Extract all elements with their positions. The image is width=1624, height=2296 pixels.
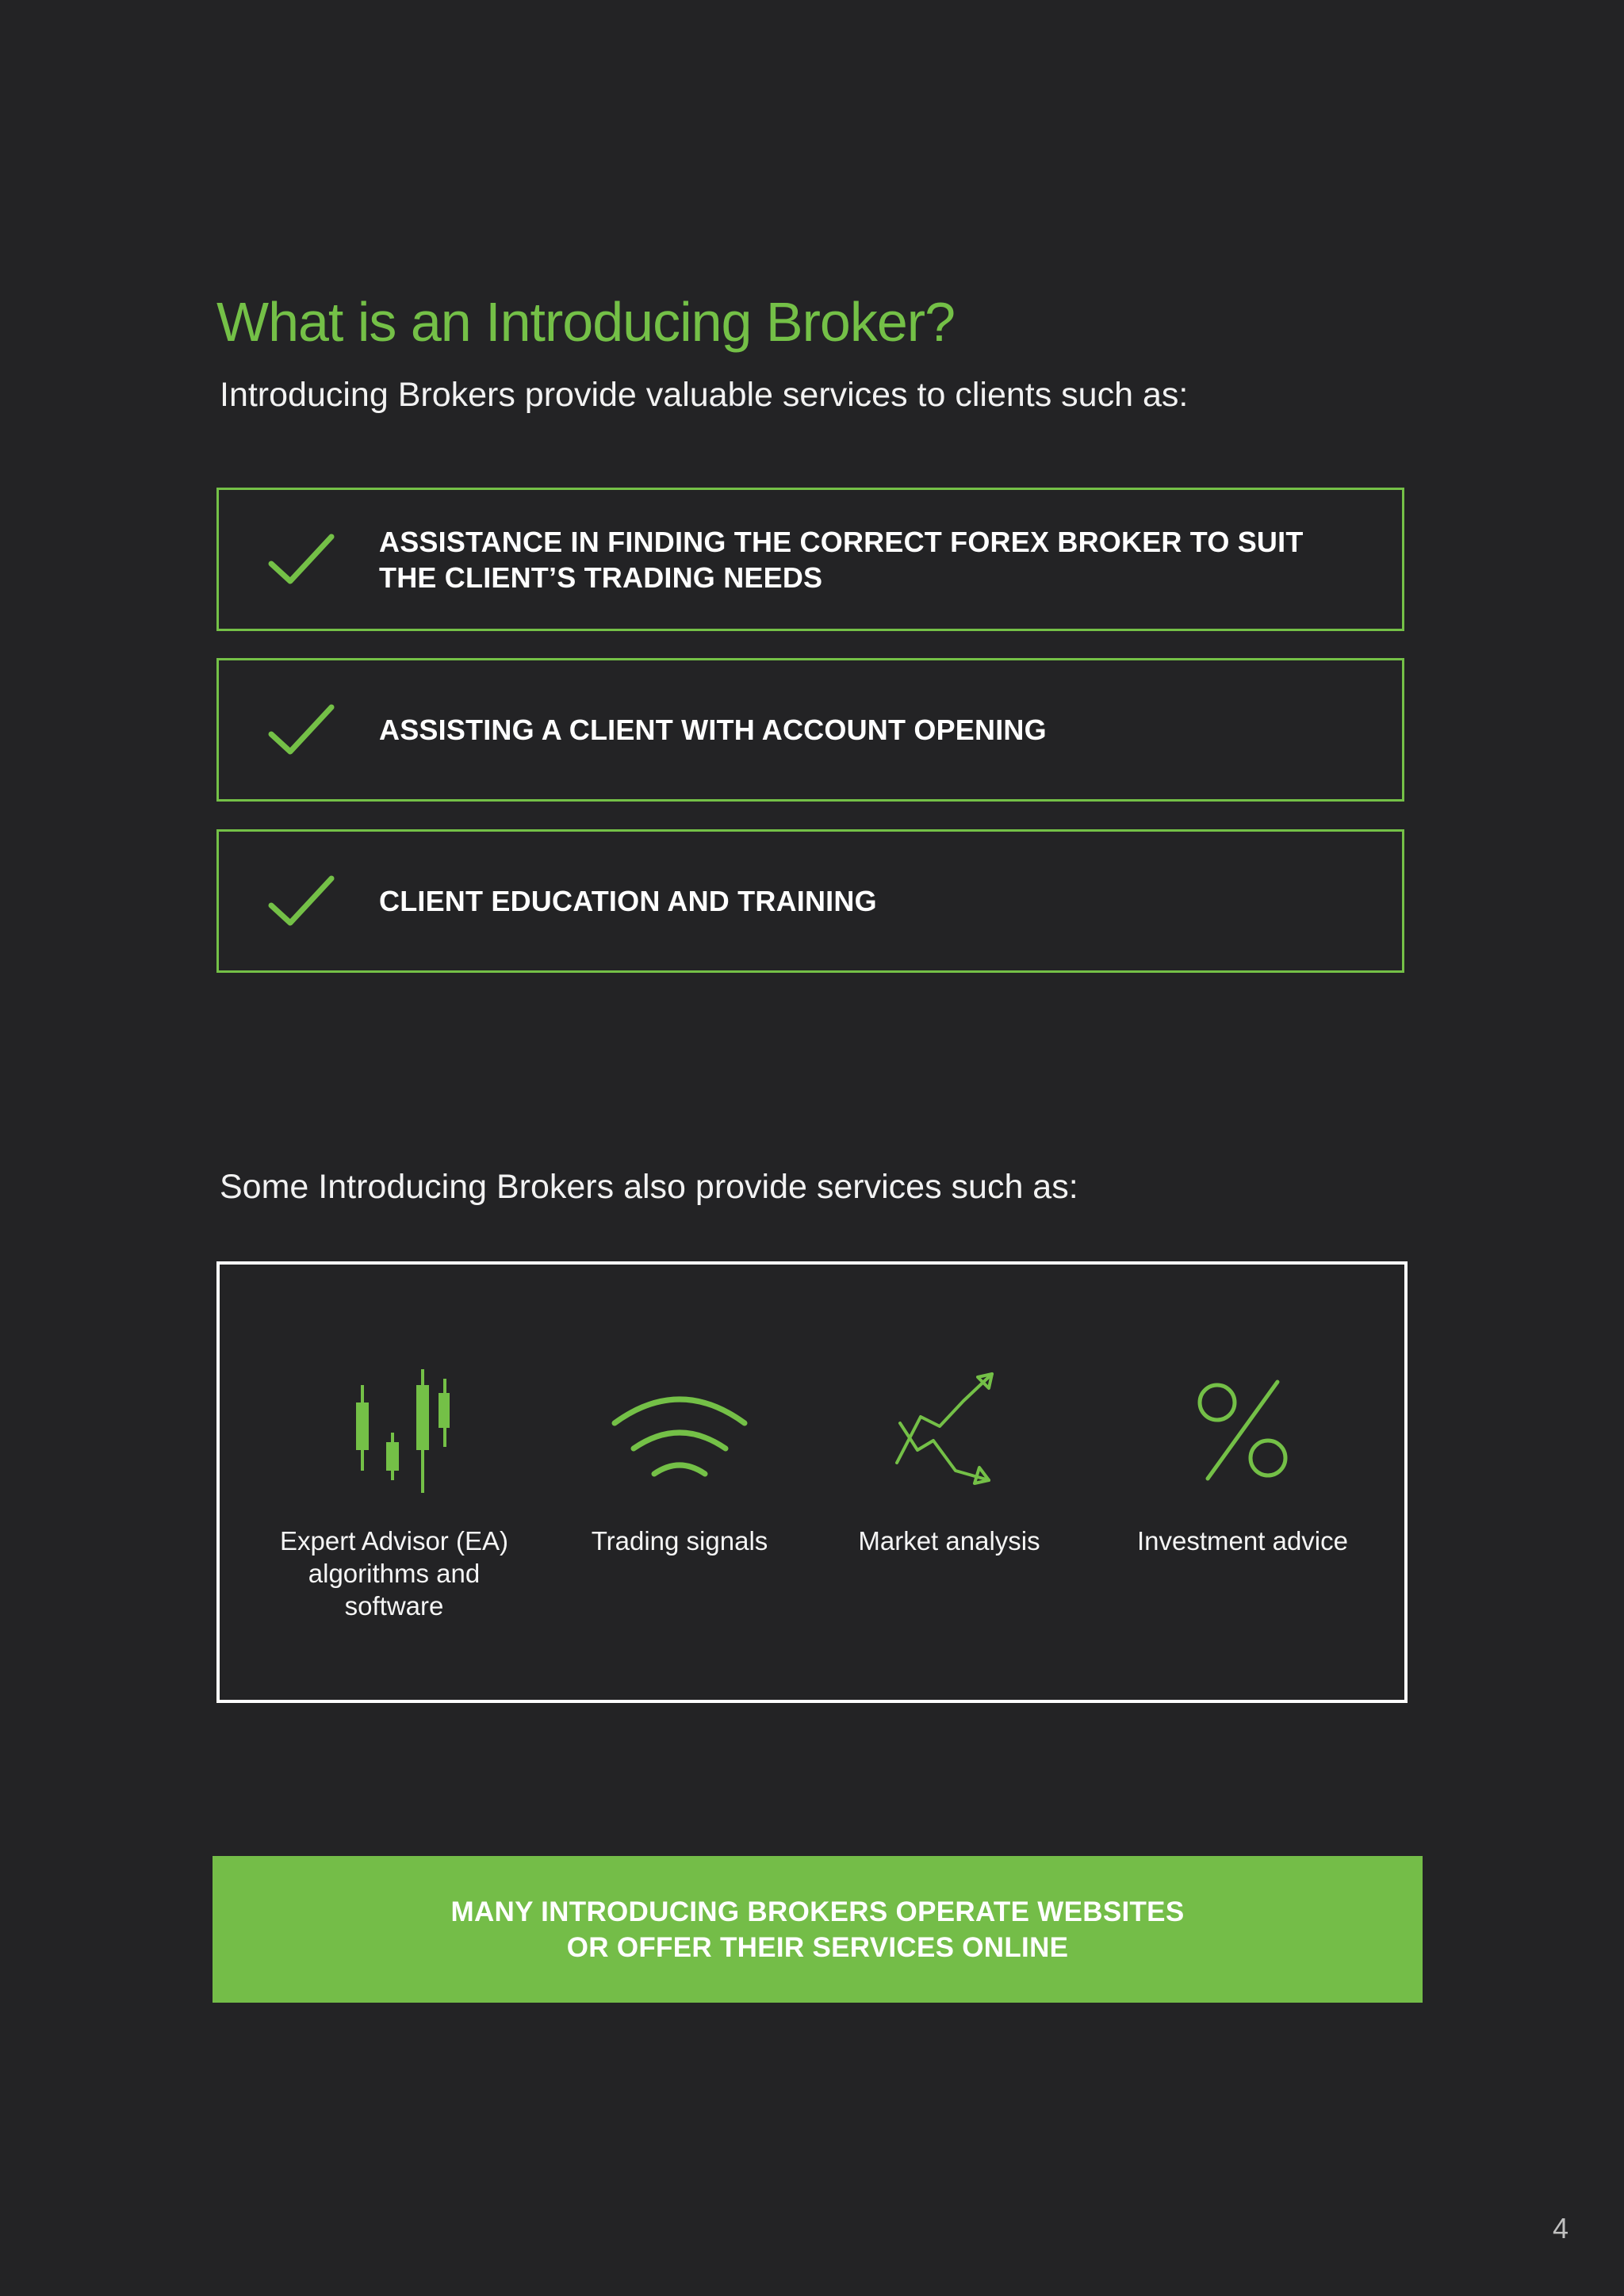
percent-icon	[1187, 1368, 1298, 1494]
additional-services-panel	[216, 1261, 1408, 1703]
banner-line-2: OR OFFER THEIR SERVICES ONLINE	[566, 1931, 1069, 1963]
extra-service-label: Market analysis	[858, 1526, 1040, 1556]
page-number: 4	[1552, 2212, 1568, 2244]
extra-service-ea	[259, 1368, 529, 1622]
extra-service-signals	[545, 1368, 814, 1557]
extra-service-label: Expert Advisor (EA) algorithms and software	[280, 1526, 508, 1621]
trend-arrows-icon	[894, 1368, 1005, 1494]
service-label: CLIENT EDUCATION AND TRAINING	[379, 885, 877, 917]
check-icon	[266, 702, 336, 758]
extra-service-label: Investment advice	[1137, 1526, 1348, 1556]
intro-text: Introducing Brokers provide valuable services to clients such as:	[220, 376, 1189, 414]
service-item-broker-search	[216, 488, 1404, 631]
service-item-education	[216, 829, 1404, 973]
extra-service-advice	[1108, 1368, 1377, 1557]
online-services-banner	[213, 1856, 1423, 2003]
page-title: What is an Introducing Broker?	[216, 291, 956, 353]
check-icon	[266, 874, 336, 929]
extra-service-label: Trading signals	[591, 1526, 768, 1556]
service-label: ASSISTANCE IN FINDING THE CORRECT FOREX BROKER TO SUIT THE CLIENT’S TRADING NEEDS	[379, 525, 1304, 594]
candlestick-chart-icon	[339, 1368, 450, 1494]
secondary-intro: Some Introducing Brokers also provide services such as:	[220, 1168, 1078, 1206]
service-label: ASSISTING A CLIENT WITH ACCOUNT OPENING	[379, 714, 1047, 746]
service-item-account-opening	[216, 658, 1404, 802]
signal-waves-icon	[608, 1368, 751, 1494]
banner-line-1: MANY INTRODUCING BROKERS OPERATE WEBSITES	[450, 1896, 1185, 1927]
extra-service-analysis	[814, 1368, 1084, 1557]
check-icon	[266, 532, 336, 587]
